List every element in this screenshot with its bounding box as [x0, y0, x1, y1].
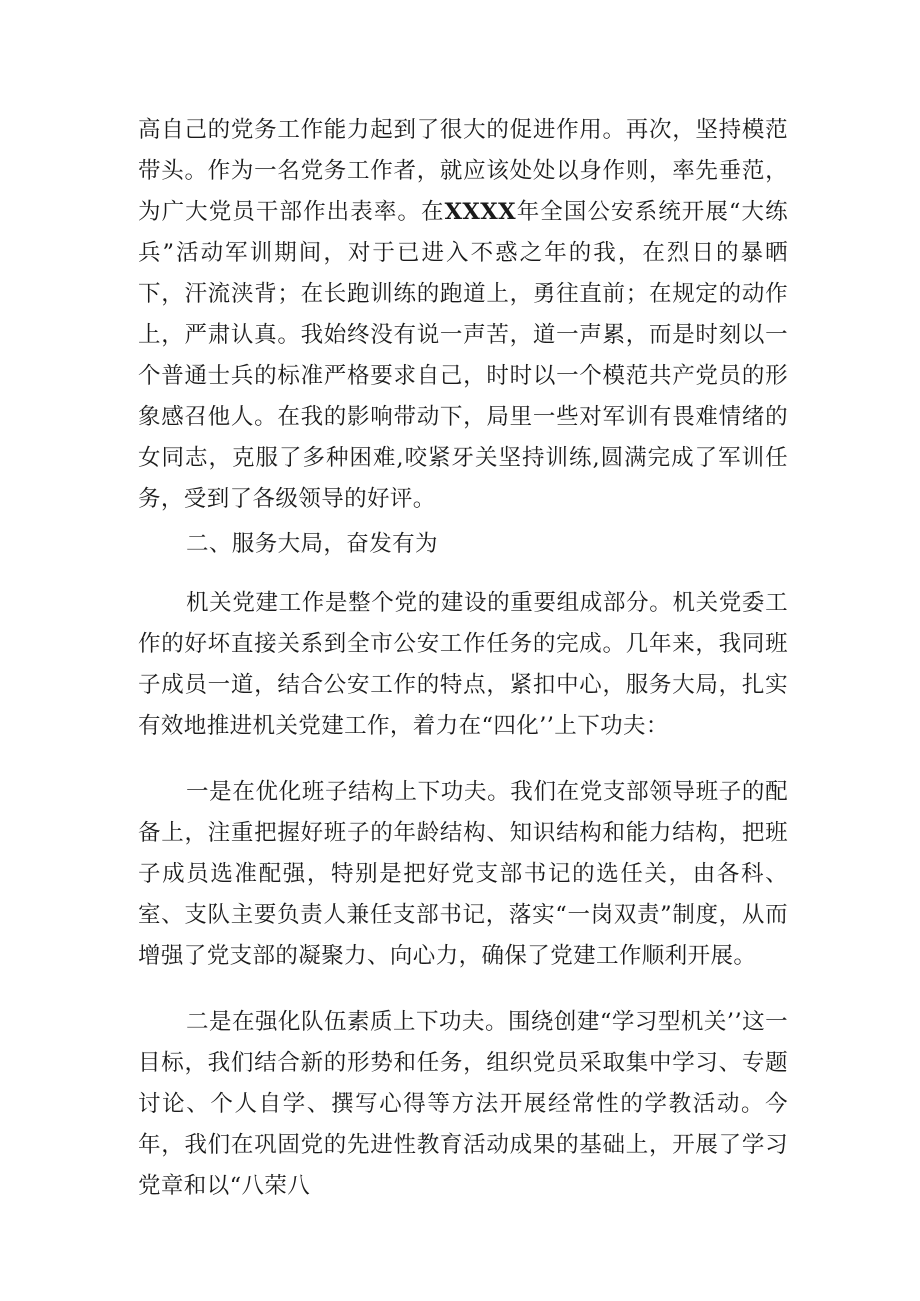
section-heading-2: 二、服务大局，奋发有为 — [186, 531, 438, 557]
para1-year-placeholder: XXXX — [444, 199, 517, 225]
para1-text-b: 年全国公安系统开展“大练兵”活动军训期间，对于已进入不惑之年的我，在烈日的暴晒下，汗流浃背；在长跑训练的跑道上，勇往直前；在规定的动作上，严肃认真。我始终没有说一声苦，道一声累，而是时刻以一个普通士兵的标准严格要求自己，时时以一个模范共产党员的形象感召他人。在我的影响带动下，局里一些对军训有畏难情绪的女同志，克服了多种困难,咬紧牙关坚持训练,圆满完成了军训任务，受到了各级领导的好评。 — [138, 199, 789, 512]
para1-text-a: 高自己的党务工作能力起到了很大的促进作用。再次，坚持模范带头。作为一名党务工作者，就应该处处以身作则，率先垂范，为广大党员干部作出表率。在 — [138, 117, 788, 225]
paragraph-role-model — [138, 110, 788, 520]
paragraph-team-quality: 二是在强化队伍素质上下功夫。围绕创建“学习型机关’’这一目标，我们结合新的形势和任务，组织党员采取集中学习、专题讨论、个人自学、撰写心得等方法开展经常性的学教活动。今年，我们在巩固党的先进性教育活动成果的基础上，开展了学习党章和以“八荣八 — [138, 1009, 788, 1199]
paragraph-party-building: 机关党建工作是整个党的建设的重要组成部分。机关党委工作的好坏直接关系到全市公安工作任务的完成。几年来，我同班子成员一道，结合公安工作的特点，紧扣中心，服务大局，扎实有效地推进机关党建工作，着力在“四化’’上下功夫： — [138, 590, 788, 739]
paragraph-team-structure: 一是在优化班子结构上下功夫。我们在党支部领导班子的配备上，注重把握好班子的年龄结构、知识结构和能力结构，把班子成员选准配强，特别是把好党支部书记的选任关，由各科、室、支队主要负责人兼任支部书记，落实“一岗双责”制度，从而增强了党支部的凝聚力、向心力，确保了党建工作顺利开展。 — [138, 779, 788, 969]
